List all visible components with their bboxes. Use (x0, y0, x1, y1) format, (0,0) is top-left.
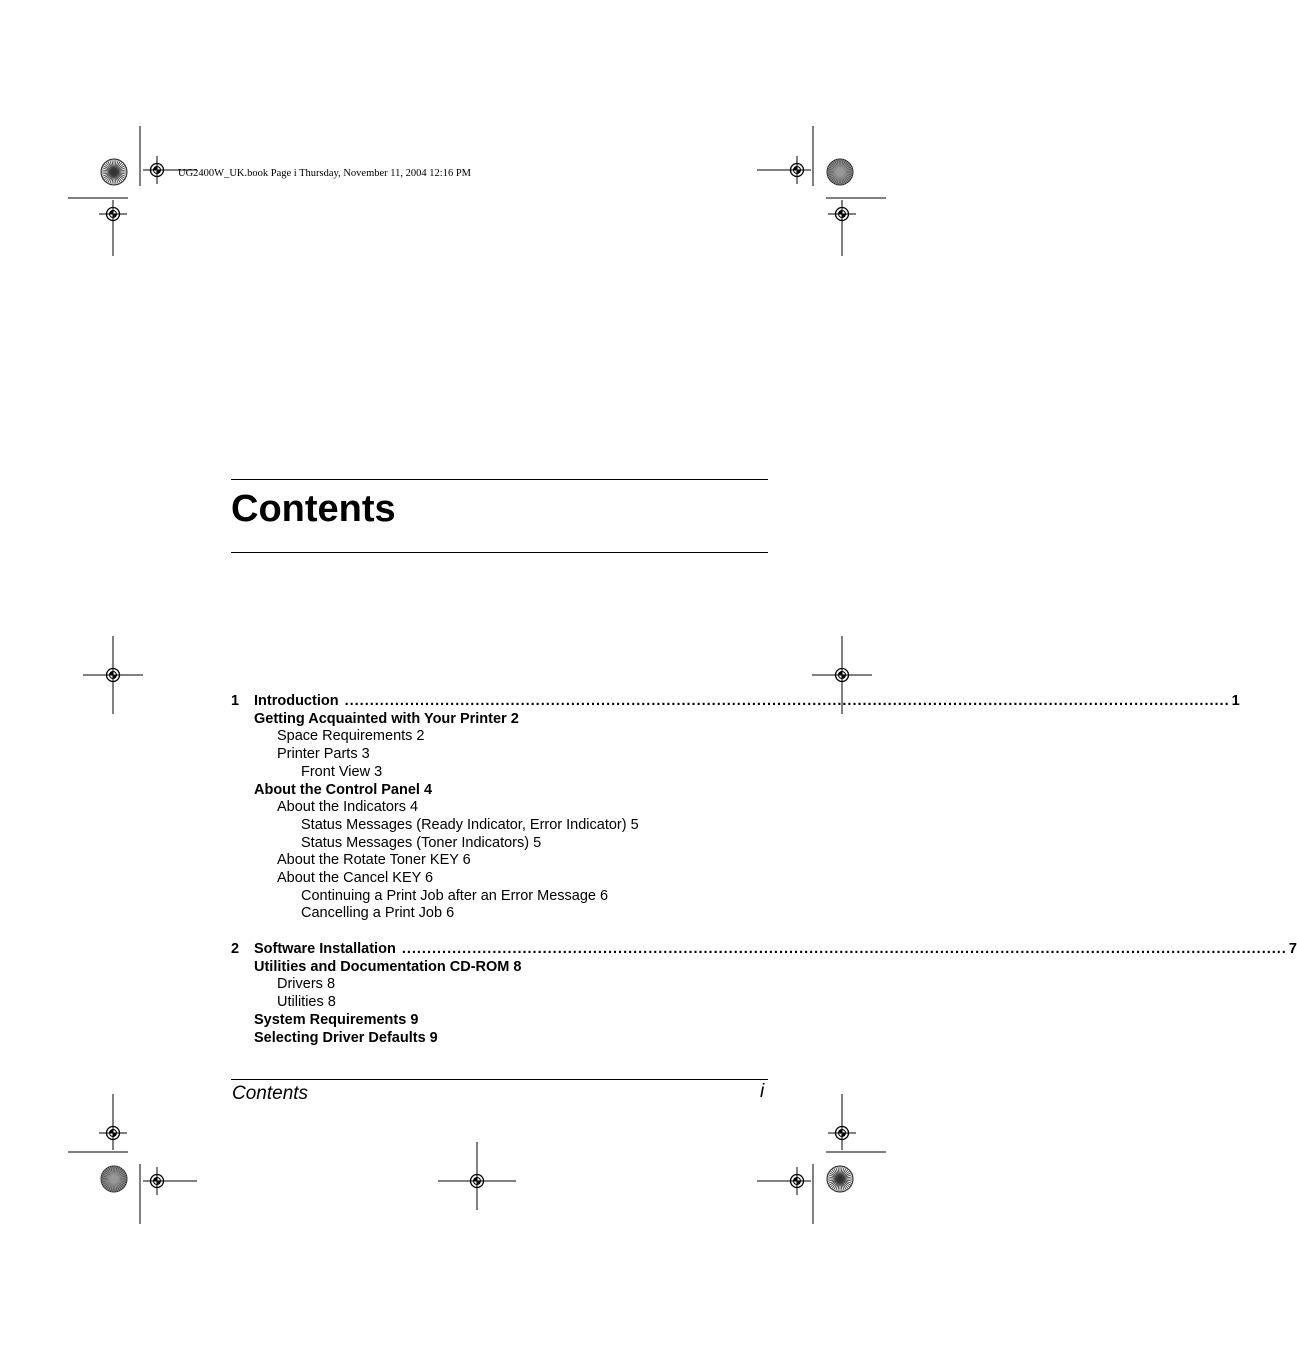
toc-entry[interactable]: Drivers 8 (277, 976, 336, 993)
color-bar-mark (827, 1166, 853, 1192)
chapter-number: 2 (231, 941, 240, 957)
toc-chapter[interactable] (231, 693, 1240, 711)
toc-entry[interactable]: Getting Acquainted with Your Printer 2 (254, 710, 519, 727)
toc-entry[interactable]: About the Indicators 4 (277, 799, 419, 816)
toc-entry[interactable]: About the Rotate Toner KEY 6 (277, 852, 471, 869)
chapter-title: Introduction (254, 693, 339, 709)
toc-entry[interactable]: Utilities 8 (277, 994, 336, 1011)
chapter-number: 1 (231, 693, 240, 709)
toc-entry[interactable]: Selecting Driver Defaults 9 (254, 1029, 438, 1046)
toc-entry[interactable]: System Requirements 9 (254, 1011, 419, 1028)
toc-entry[interactable]: Continuing a Print Job after an Error Message 6 (301, 887, 609, 904)
page-title: Contents (231, 488, 396, 530)
toc-entry[interactable]: About the Control Panel 4 (254, 781, 433, 798)
color-bar-mark (827, 159, 853, 185)
toc-entry[interactable]: Space Requirements 2 (277, 728, 425, 745)
leader-dots: ................................................................................................................................................................................ (401, 941, 1287, 957)
toc-entry[interactable]: Utilities and Documentation CD-ROM 8 (254, 958, 522, 975)
title-rule-top (231, 479, 768, 480)
toc-entry[interactable]: Cancelling a Print Job 6 (301, 905, 455, 922)
toc-chapter[interactable] (231, 941, 1297, 959)
toc-entry[interactable]: Status Messages (Toner Indicators) 5 (301, 834, 542, 851)
title-rule-bottom (231, 552, 768, 553)
color-bar-mark (101, 159, 127, 185)
print-info: UG2400W_UK.book Page i Thursday, November 11, 2004 12:16 PM (178, 168, 472, 179)
chapter-page: 7 (1288, 941, 1297, 957)
leader-dots: ................................................................................................................................................................................ (344, 693, 1230, 709)
toc-entry[interactable]: About the Cancel KEY 6 (277, 870, 434, 886)
chapter-page: 1 (1231, 693, 1240, 709)
chapter-title: Software Installation (254, 941, 396, 957)
toc-entry[interactable]: Front View 3 (301, 763, 383, 780)
footer-page-number: i (760, 1081, 765, 1102)
color-bar-mark (101, 1166, 127, 1192)
footer-rule (231, 1079, 768, 1080)
footer-title: Contents (232, 1083, 309, 1104)
toc-entry[interactable]: Status Messages (Ready Indicator, Error Indicator) 5 (301, 816, 639, 833)
toc-entry[interactable]: Printer Parts 3 (277, 746, 370, 763)
